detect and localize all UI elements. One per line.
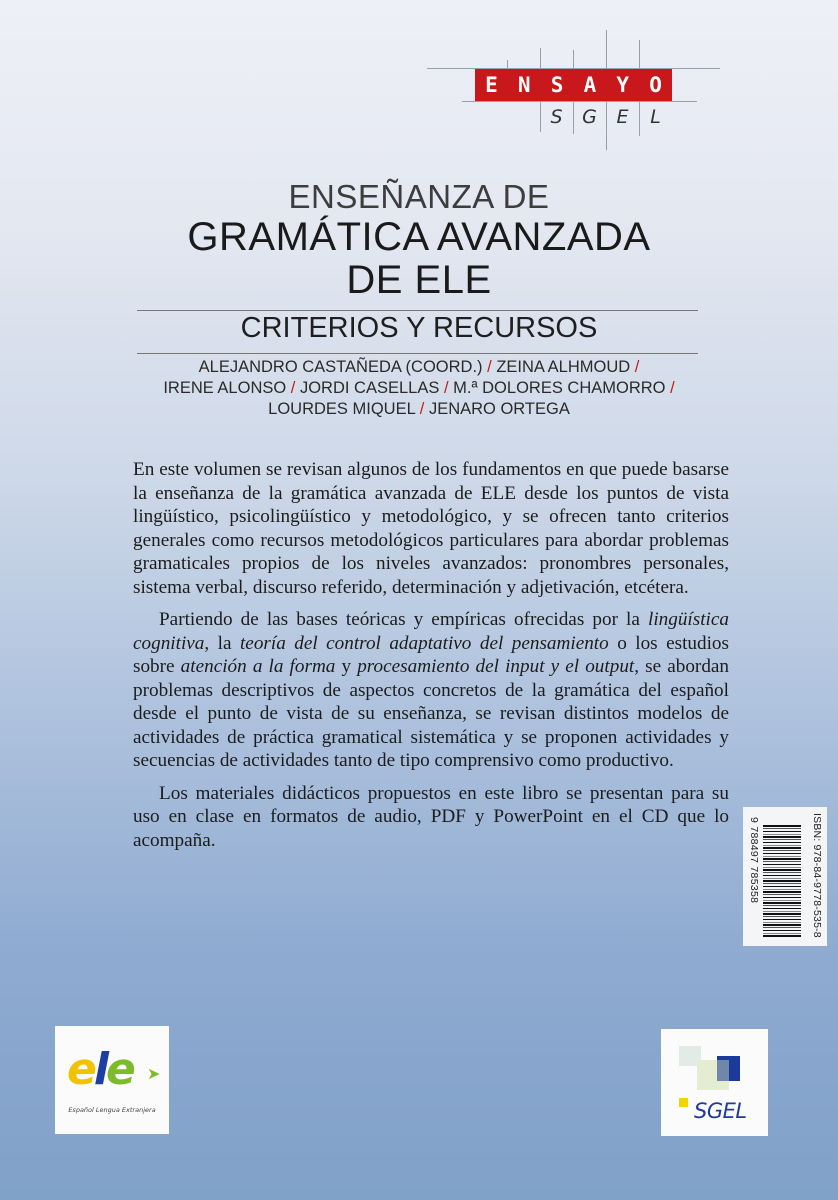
italic-term: teoría del control adaptativo del pensamiento	[239, 632, 609, 654]
logo-square-icon	[679, 1098, 688, 1107]
isbn-label: ISBN: 978-84-9778-535-8	[811, 813, 823, 938]
author-separator: /	[482, 358, 497, 376]
back-cover-blurb	[133, 458, 729, 861]
author-separator: /	[665, 379, 675, 397]
author-separator: /	[286, 379, 300, 397]
author-name: JORDI CASELLAS	[299, 379, 440, 397]
italic-term: atención a la forma	[180, 656, 336, 677]
series-logo	[0, 0, 838, 150]
ele-wordmark	[67, 1044, 133, 1095]
logo-letter: A	[583, 73, 597, 97]
logo-letter: e	[105, 1044, 133, 1095]
author-name: ALEJANDRO CASTAÑEDA (COORD.)	[198, 358, 483, 376]
logo-grid-line	[462, 101, 697, 102]
author-separator: /	[630, 358, 640, 376]
barcode-digits: 9 788497 785358	[748, 817, 760, 904]
italic-term: lingüística cognitiva	[133, 609, 729, 654]
blurb-paragraph-1: En este volumen se revisan algunos de los fundamentos en que puede basarse la enseñanza de la gramática avanzada de ELE desde los puntos de vista lingüístico, psicolingüístico y metodológico, y se ofrecen tanto criterios generales como recursos metodológicos particulares para abordar problemas gramaticales propios de los niveles avanzados: pronombres personales, sistema verbal, discurso referido, determinación y adjetivación, etcétera.	[133, 459, 729, 598]
divider-rule	[137, 310, 698, 311]
logo-letter: L	[650, 106, 661, 128]
author-line	[0, 399, 838, 420]
title-line-3: DE ELE	[346, 258, 492, 302]
swoosh-arrow-icon: ➤	[147, 1064, 161, 1083]
sgel-name: SGEL	[694, 1099, 747, 1123]
title-line-1: ENSEÑANZA DE	[288, 178, 550, 215]
text-run: y	[335, 656, 358, 677]
author-name: JENARO ORTEGA	[428, 400, 570, 418]
logo-letter: E	[616, 106, 629, 128]
logo-letter: G	[582, 106, 597, 128]
author-name: ZEINA ALHMOUD	[496, 358, 631, 376]
ele-tagline: Español Lengua Extranjera	[68, 1106, 156, 1114]
logo-square-icon	[717, 1060, 729, 1081]
ensayo-wordmark	[475, 69, 672, 101]
text-run: Partiendo de las bases teóricas y empíricas ofrecidas por la	[159, 609, 648, 630]
author-separator: /	[415, 400, 429, 418]
sgel-wordmark	[540, 104, 672, 130]
logo-letter: N	[517, 73, 531, 97]
text-run: , se abordan problemas descriptivos de aspectos concretos de la gramática del español desde el punto de vista de su enseñanza, se revisan distintos modelos de actividades de práctica gramatical sistemática y se proponen actividades y secuencias de actividades tanto de tipo comprensivo como productivo.	[133, 656, 730, 771]
author-name: M.ª DOLORES CHAMORRO	[453, 379, 666, 397]
text-run: , la	[204, 632, 240, 654]
author-line	[0, 357, 838, 378]
ele-logo	[55, 1026, 169, 1134]
logo-letter: S	[550, 73, 564, 97]
author-name: IRENE ALONSO	[163, 379, 287, 397]
logo-letter: E	[485, 73, 498, 97]
blurb-paragraph-2	[133, 608, 729, 773]
subtitle: CRITERIOS Y RECURSOS	[240, 312, 598, 344]
blurb-paragraph-3: Los materiales didácticos propuestos en este libro se presentan para su uso en clase en formatos de audio, PDF y PowerPoint en el CD que lo acompaña.	[133, 782, 729, 851]
author-separator: /	[439, 379, 454, 397]
italic-term: procesamiento del input y el output	[357, 656, 635, 677]
title-line-2: GRAMÁTICA AVANZADA	[187, 215, 651, 259]
logo-letter: l	[93, 1044, 106, 1095]
sgel-publisher-logo	[661, 1029, 768, 1136]
logo-letter: S	[550, 106, 563, 128]
author-line	[0, 378, 838, 399]
barcode-bars	[763, 825, 801, 938]
author-list	[0, 357, 838, 420]
logo-letter: Y	[616, 73, 630, 97]
divider-rule	[137, 353, 698, 354]
logo-letter: O	[649, 73, 662, 97]
logo-letter: e	[67, 1044, 94, 1095]
author-name: LOURDES MIQUEL	[268, 400, 416, 418]
isbn-barcode	[743, 807, 827, 946]
text-run: o los estudios sobre	[133, 632, 729, 677]
